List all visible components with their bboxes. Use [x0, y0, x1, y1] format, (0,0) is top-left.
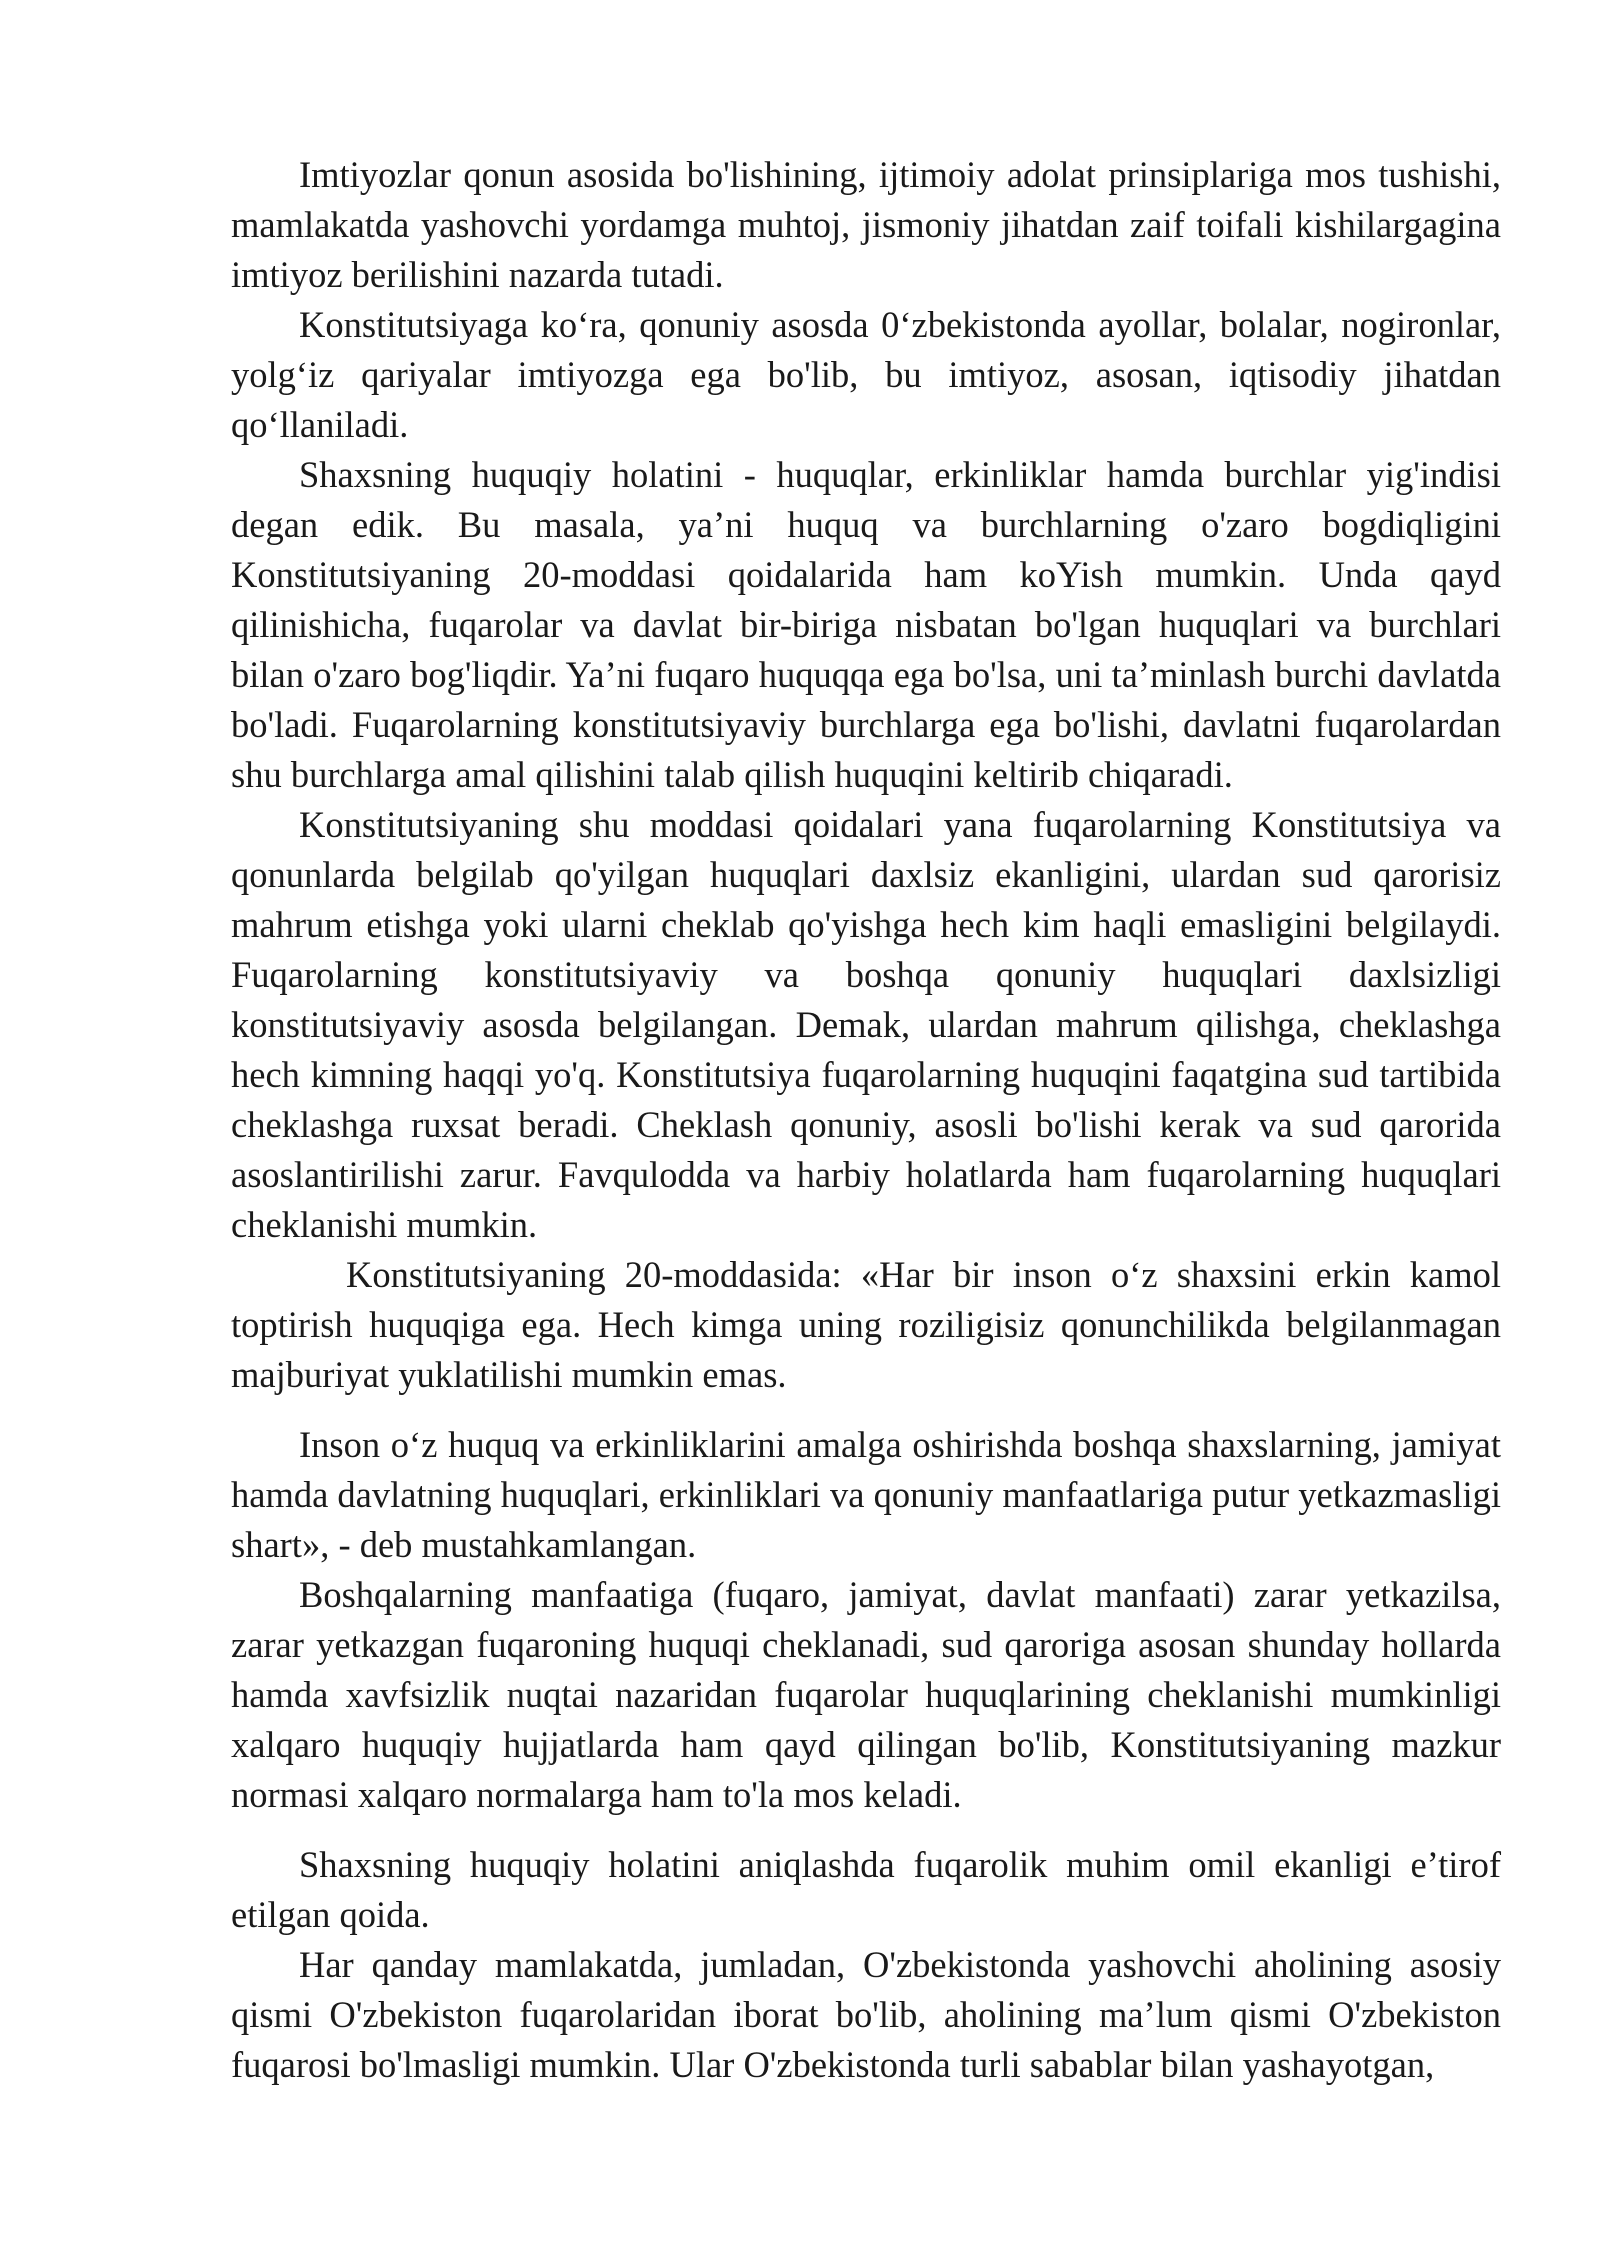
paragraph-har-qanday-mamlakatda: Har qanday mamlakatda, jumladan, O'zbekistonda yashovchi aholining asosiy qismi O'zbekiston fuqarolaridan iborat bo'lib, aholining ma’lum qismi O'zbekiston fuqarosi bo'lmasligi mumkin. Ular O'zbekistonda turli sabablar bilan yashayotgan, [231, 1944, 1501, 2085]
paragraph-20-moddasida: Konstitutsiyaning 20-moddasida: «Har bir inson o‘z shaxsini erkin kamol toptirish huquqiga ega. Hech kimga uning roziligisiz qonunchilikda belgilanmagan majburiyat yuklatilishi mumkin emas. [231, 1254, 1501, 1395]
paragraph-boshqalarning-manfaatiga: Boshqalarning manfaatiga (fuqaro, jamiyat, davlat manfaati) zarar yetkazilsa, zarar yetkazgan fuqaroning huquqi cheklanadi, sud qaroriga asosan shunday hollarda hamda xavfsizlik nuqtai nazaridan fuqarolar huquqlarining cheklanishi mumkinligi xalqaro huquqiy hujjatlarda ham qayd qilingan bo'lib, Konstitutsiyaning mazkur normasi xalqaro normalarga ham to'la mos keladi. [231, 1574, 1501, 1815]
paragraph-moddasi-qoidalari: Konstitutsiyaning shu moddasi qoidalari yana fuqarolarning Konstitutsiya va qonunlarda belgilab qo'yilgan huquqlari daxlsiz ekanligini, ulardan sud qarorisiz mahrum etishga yoki ularni cheklab qo'yishga hech kim haqli emasligini belgilaydi. Fuqarolarning konstitutsiyaviy va boshqa qonuniy huquqlari daxlsizligi konstitutsiyaviy asosda belgilangan. Demak, ulardan mahrum qilishga, cheklashga hech kimning haqqi yo'q. Konstitutsiya fuqarolarning huquqini faqatgina sud tartibida cheklashga ruxsat beradi. Cheklash qonuniy, asosli bo'lishi kerak va sud qarorida asoslantirilishi zarur. Favqulodda va harbiy holatlarda ham fuqarolarning huquqlari cheklanishi mumkin. [231, 804, 1501, 1245]
paragraph-imtiyozlar: Imtiyozlar qonun asosida bo'lishining, ijtimoiy adolat prinsiplariga mos tushishi, mamlakatda yashovchi yordamga muhtoj, jismoniy jihatdan zaif toifali kishilargagina imtiyoz berilishini nazarda tutadi. [231, 154, 1501, 295]
paragraph-fuqarolik-omil: Shaxsning huquqiy holatini aniqlashda fuqarolik muhim omil ekanligi e’tirof etilgan qoida. [231, 1844, 1501, 1935]
paragraph-konstitutsiyaga-kora: Konstitutsiyaga ko‘ra, qonuniy asosda 0‘zbekistonda ayollar, bolalar, nogironlar, yolg‘iz qariyalar imtiyozga ega bo'lib, bu imtiyoz, asosan, iqtisodiy jihatdan qo‘llaniladi. [231, 304, 1501, 445]
document-page [231, 150, 1501, 2090]
paragraph-shaxsning-huquqiy-holati: Shaxsning huquqiy holatini - huquqlar, erkinliklar hamda burchlar yig'indisi degan edik. Bu masala, ya’ni huquq va burchlarning o'zaro bogdiqligini Konstitutsiyaning 20-moddasi qoidalarida ham koYish mumkin. Unda qayd qilinishicha, fuqarolar va davlat bir-biriga nisbatan bo'lgan huquqlari va burchlari bilan o'zaro bog'liqdir. Ya’ni fuqaro huquqqa ega bo'lsa, uni ta’minlash burchi davlatda bo'ladi. Fuqarolarning konstitutsiyaviy burchlarga ega bo'lishi, davlatni fuqarolardan shu burchlarga amal qilishini talab qilish huquqini keltirib chiqaradi. [231, 454, 1501, 795]
paragraph-inson-huquq: Inson o‘z huquq va erkinliklarini amalga oshirishda boshqa shaxslarning, jamiyat hamda davlatning huquqlari, erkinliklari va qonuniy manfaatlariga putur yetkazmasligi shart», - deb mustahkamlangan. [231, 1424, 1502, 1565]
